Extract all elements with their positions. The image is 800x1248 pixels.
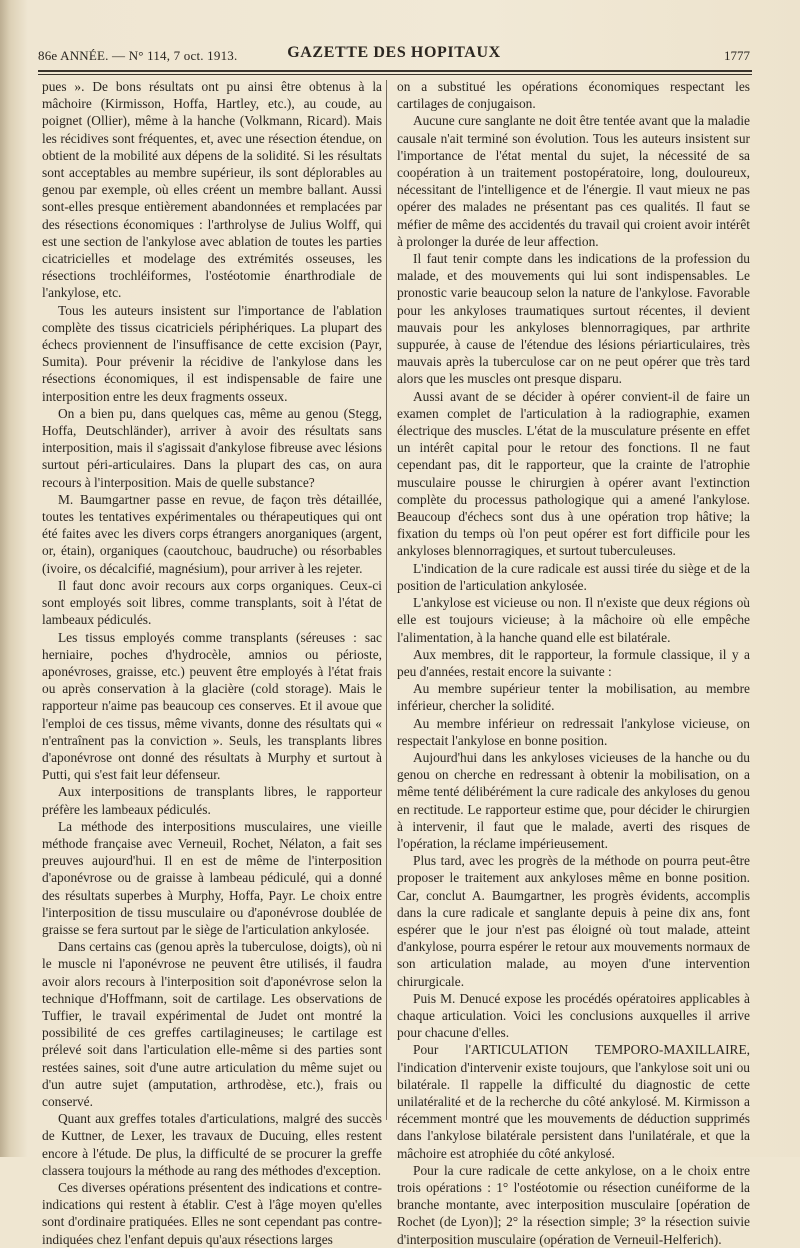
paragraph: Les tissus employés comme transplants (séreuses : sac herniaire, poches d'hydrocèle, amnios ou périoste, aponévroses, graisse, etc.) peuvent être employés à l'état frais ou après conservation à la glacière (cold storage). Mais le rapporteur n'aime pas beaucoup ces conserves. Et il avoue que l'emploi de ces tissus, même vivants, donne des résultats qui « n'entraînent pas la conviction ». Seuls, les transplants libres d'aponévrose ont donné des résultats à Murphy et surtout à Putti, qui s'est fait leur défenseur. (42, 629, 382, 783)
paragraph: Aux interpositions de transplants libres, le rapporteur préfère les lambeaux pédiculés. (42, 784, 382, 817)
paragraph: On a bien pu, dans quelques cas, même au genou (Stegg, Hoffa, Deutschländer), arriver à avoir des résultats sans interposition, mais il s'agissait d'ankylose fibreuse avec lésions surtout péri-articulaires. Dans la plupart des cas, on aura recours à l'interposition. Mais de quelle substance? (42, 405, 382, 490)
paragraph: Il faut donc avoir recours aux corps organiques. Ceux-ci sont employés soit libres, comme transplants, soit à l'état de lambeaux pédiculés. (42, 577, 382, 628)
paragraph: Aussi avant de se décider à opérer convient-il de faire un examen complet de l'articulation à la radiographie, examen électrique des muscles. L'état de la musculature présente en effet un intérêt capital pour le retour des fonctions. Il ne faut cependant pas, dit le rapporteur, que la crainte de l'atrophie musculaire pousse le chirurgien à opérer avant l'extinction complète du processus pathologique qui a amené l'ankylose. Beaucoup d'échecs sont dus à une opération trop hâtive; la fixation du temps où l'on peut opérer est fort difficile pour les ankyloses blennorragiques, et surtout tuberculeuses. (397, 388, 750, 559)
header-rule-thin (38, 74, 752, 75)
paragraph: pues ». De bons résultats ont pu ainsi être obtenus à la mâchoire (Kirmisson, Hoffa, Hartley, etc.), au coude, au poignet (Ollier), même à la hanche (Volkmann, Ricard). Mais les récidives sont fréquentes, et, avec une résection étendue, on obtient de la mobilité aux dépens de la solidité. Si les résultats sont acceptables au membre supérieur, ils sont déplorables au genou par exemple, où elles créent un membre ballant. Aussi sont-elles presque entièrement abandonnées et remplacées par des résections économiques : l'arthrolyse de Julius Wolff, qui est une section de l'ankylose avec ablation de toutes les parties cicatricielles et modelage des extrémités osseuses, les résections trochléiformes, l'ostéotomie énarthrodiale de l'ankylose, etc. (42, 79, 382, 301)
paragraph: Au membre supérieur tenter la mobilisation, au membre inférieur, chercher la solidité. (397, 681, 750, 714)
paragraph: Aucune cure sanglante ne doit être tentée avant que la maladie causale n'ait terminé son évolution. Tous les auteurs insistent sur l'importance de l'état mental du sujet, la nécessité de sa coopération à un traitement postopératoire, long, douloureux, nécessitant de l'intelligence et de l'énergie. Il vaut mieux ne pas opérer des malades ne présentant pas ces qualités. Il faut se méfier de même des accidentés du travail qui croient avoir intérêt à prolonger la durée de leur affection. (397, 113, 750, 249)
paragraph: Pour la cure radicale de cette ankylose, on a le choix entre trois opérations : 1° l'ostéotomie ou résection cunéiforme de la branche montante, avec interposition musculaire [opération de Rochet (de Lyon)]; 2° la résection simple; 3° la résection suivie d'interposition musculaire (opération de Verneuil-Helferich). (397, 1162, 750, 1247)
paragraph: Aujourd'hui dans les ankyloses vicieuses de la hanche ou du genou on cherche en redressant à obtenir la mobilisation, on a même tenté délibérément la cure radicale des ankyloses du genou en rectitude. Le rapporteur estime que, pour décider le chirurgien à intervenir, il faut que le malade, averti des risques de l'opération, la réclame impérieusement. (397, 749, 750, 851)
journal-title: GAZETTE DES HOPITAUX (287, 44, 501, 61)
paragraph: Aux membres, dit le rapporteur, la formule classique, il y a peu d'années, restait encore la suivante : (397, 646, 750, 679)
paragraph: Il faut tenir compte dans les indications de la profession du malade, et des mouvements qui lui sont indispensables. Le pronostic varie beaucoup selon la nature de l'ankylose. Favorable pour les ankyloses traumatiques surtout récentes, il devient mauvais pour les ankyloses blennorragiques, par arthrite suppurée, à cause de l'étendue des lésions périarticulaires, très mauvais après la tuberculose car on ne peut opérer que très tard alors que les muscles ont presque disparu. (397, 251, 750, 387)
column-divider (386, 80, 387, 1120)
right-column (397, 78, 750, 1247)
paragraph: Tous les auteurs insistent sur l'importance de l'ablation complète des tissus cicatriciels périphériques. La plupart des échecs proviennent de l'insuffisance de cette excision (Payr, Sumita). Pour prévenir la récidive de l'ankylose dans les résections économiques, il est indispensable de faire une interposition entre les deux fragments osseux. (42, 302, 382, 404)
paragraph: on a substitué les opérations économiques respectant les cartilages de conjugaison. (397, 79, 750, 112)
page-header (38, 44, 750, 66)
paragraph: Dans certains cas (genou après la tuberculose, doigts), où ni le muscle ni l'aponévrose ne peuvent être utilisés, il faudra avoir alors recours à l'interposition soit d'aponévrose selon la technique d'Hoffmann, soit de cartilage. Les observations de Tuffier, le travail expérimental de Judet ont montré la possibilité de ces greffes cartilagineuses; le cartilage est prélevé soit dans l'articulation elle-même si des parties sont restées saines, soit d'une autre articulation du même sujet ou d'un autre sujet (amputation, arthrodèse, etc.), frais ou conservé. (42, 939, 382, 1109)
paragraph: Au membre inférieur on redressait l'ankylose vicieuse, on respectait l'ankylose en bonne position. (397, 715, 750, 748)
paragraph: L'ankylose est vicieuse ou non. Il n'existe que deux régions où elle est toujours vicieuse; à la mâchoire où elle empêche l'alimentation, à la hanche quand elle est bilatérale. (397, 595, 750, 645)
paragraph: Quant aux greffes totales d'articulations, malgré des succès de Kuttner, de Lexer, les travaux de Ducuing, elles restent encore à l'étude. De plus, la difficulté de se procurer la greffe classera toujours la méthode au rang des méthodes d'exception. (42, 1111, 382, 1178)
page-number: 1777 (724, 48, 750, 63)
header-rule-thick (38, 70, 752, 72)
paragraph: Ces diverses opérations présentent des indications et contre-indications qui restent à établir. C'est à l'âge moyen qu'elles sont d'ordinaire pratiquées. Elles ne sont cependant pas contre-indiquées chez l'enfant depuis qu'aux résections larges (42, 1180, 382, 1247)
paragraph: Plus tard, avec les progrès de la méthode on pourra peut-être proposer le traitement aux ankyloses même en bonne position. Car, conclut A. Baumgartner, les progrès évidents, accomplis dans la cure radicale et sanglante depuis à peine dix ans, font espérer que le jour n'est pas éloigné où tout malade, atteint d'ankylose, pourra espérer le retour aux mouvements normaux de son articulation malade, au moyen d'une intervention chirurgicale. (397, 853, 750, 989)
paragraph: Puis M. Denucé expose les procédés opératoires applicables à chaque articulation. Voici les conclusions auxquelles il arrive pour chacune d'elles. (397, 990, 750, 1041)
paragraph: Pour l'ARTICULATION TEMPORO-MAXILLAIRE, l'indication d'intervenir existe toujours, que l'ankylose soit uni ou bilatérale. Il rappelle la difficulté du diagnostic de cette unilatéralité et de la recherche du côté ankylosé. M. Kirmisson a récemment montré que les mouvements de déduction supprimés dans l'ankylose bilatérale persistent dans l'unilatérale, et que la mâchoire est atrophiée du côté ankylosé. (397, 1042, 750, 1161)
paragraph: La méthode des interpositions musculaires, une vieille méthode française avec Verneuil, Rochet, Nélaton, a fait ses preuves aujourd'hui. Il en est de même de l'interposition d'aponévrose ou de graisse à lambeau pédiculé, qui a donné des résultats superbes à Murphy, Hoffa, Payr. Le choix entre l'interposition de tissu musculaire ou d'aponévrose doublée de graisse se fera surtout par le siège de l'articulation ankylosée. (42, 818, 382, 937)
issue-info: 86e ANNÉE. — N° 114, 7 oct. 1913. (38, 48, 238, 63)
left-column (42, 78, 382, 1247)
paragraph: M. Baumgartner passe en revue, de façon très détaillée, toutes les tentatives expérimentales ou thérapeutiques qui ont été faites avec les divers corps étrangers anorganiques (argent, or, étain), organiques (caoutchouc, baudruche) ou résorbables (ivoire, os décalcifié, magnésium), pour arriver à les rejeter. (42, 491, 382, 576)
paragraph: L'indication de la cure radicale est aussi tirée du siège et de la position de l'articulation ankylosée. (397, 560, 750, 593)
